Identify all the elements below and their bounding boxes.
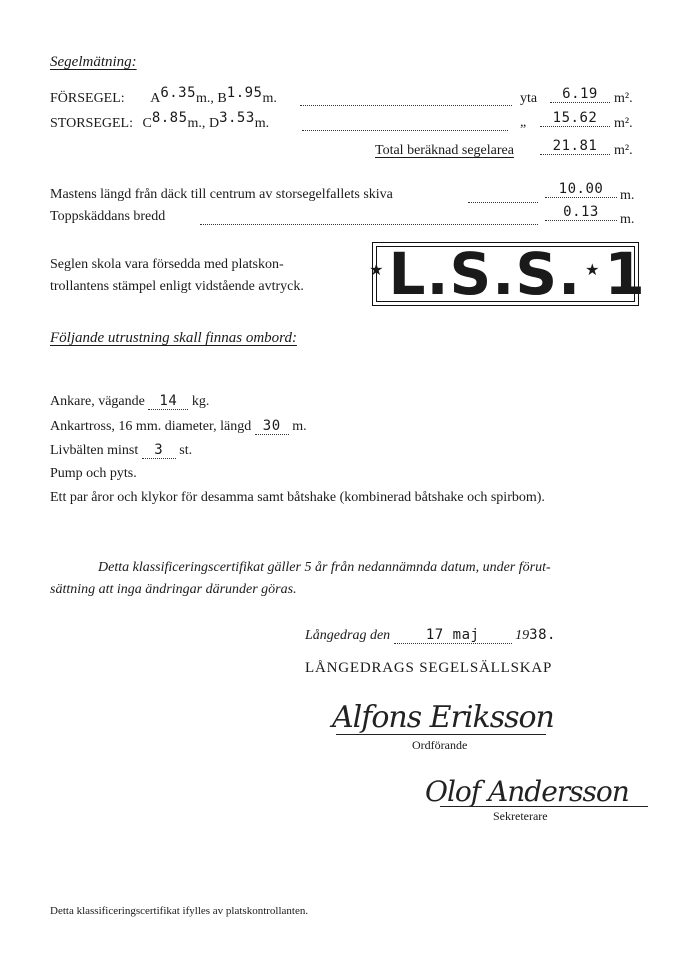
foresail-a-value: 6.35 <box>160 85 197 101</box>
lifejackets-label: Livbälten minst <box>50 443 139 458</box>
pump-line: Pump och pyts. <box>50 466 137 481</box>
mainsail-d-prefix: D <box>208 116 220 131</box>
foresail-leader-dots <box>300 104 512 106</box>
secretary-signature: Olof Andersson <box>425 775 629 808</box>
foresail-area-label: yta <box>520 91 538 106</box>
foresail-label: FÖRSEGEL: <box>50 91 125 106</box>
star-icon: ★ <box>369 260 385 279</box>
mast-length-value: 10.00 <box>545 181 617 198</box>
lifejackets-unit: st. <box>179 443 193 458</box>
mainsail-d-unit: m. <box>254 116 270 131</box>
stamp-note-line2: trollantens stämpel enligt vidstående avtryck. <box>50 279 304 294</box>
anchor-rope-value: 30 <box>255 418 289 435</box>
foresail-a-unit: m., <box>196 91 214 106</box>
anchor-rope-unit: m. <box>292 419 307 434</box>
lifejackets-row <box>50 442 192 459</box>
date-row <box>305 627 556 644</box>
mainsail-d-value: 3.53 <box>219 110 255 126</box>
secretary-title: Sekreterare <box>493 809 548 823</box>
chair-signature: Alfons Eriksson <box>332 700 554 735</box>
mainsail-area-value: 15.62 <box>540 110 610 127</box>
sail-measurement-heading: Segelmätning: <box>50 54 137 70</box>
mainsail-label: STORSEGEL: <box>50 116 133 131</box>
total-area-value: 21.81 <box>540 138 610 155</box>
club-name: LÅNGEDRAGS SEGELSÄLLSKAP <box>305 660 553 676</box>
date-year-prefix: 19 <box>515 628 530 643</box>
foresail-b-prefix: B <box>217 91 227 106</box>
foresail-row <box>50 85 277 107</box>
foresail-area-value: 6.19 <box>550 86 610 103</box>
topsail-width-label: Toppskäddans bredd <box>50 209 166 224</box>
mainsail-c-value: 8.85 <box>151 110 188 126</box>
star-icon: ★ <box>585 260 601 279</box>
anchor-row <box>50 393 209 410</box>
secretary-signature-line <box>440 806 648 807</box>
mainsail-row <box>50 110 270 132</box>
total-area-label: Total beräknad segelarea <box>375 143 514 158</box>
foresail-b-unit: m. <box>262 91 277 106</box>
date-year-suffix: 38. <box>529 627 556 643</box>
foresail-area-unit: m². <box>614 91 633 106</box>
mast-length-label: Mastens längd från däck till centrum av storsegelfallets skiva <box>50 187 393 202</box>
mainsail-c-unit: m., <box>187 116 206 131</box>
mainsail-quote: „ <box>520 115 527 130</box>
foresail-a-prefix: A <box>150 91 161 106</box>
lifejackets-value: 3 <box>142 442 176 459</box>
mainsail-area-unit: m². <box>614 116 633 131</box>
equipment-heading: Följande utrustning skall finnas ombord: <box>50 330 297 346</box>
date-place: Långedrag den <box>305 628 391 643</box>
mainsail-c-prefix: C <box>142 116 152 131</box>
total-area-unit: m². <box>614 143 633 158</box>
chair-signature-line <box>336 734 546 735</box>
oars-line: Ett par åror och klykor för desamma samt båtshake (kombinerad båtshake och spirbom). <box>50 490 545 505</box>
anchor-unit: kg. <box>191 394 210 409</box>
validity-line1: Detta klassificeringscertifikat gäller 5 år från nedannämnda datum, under förut- <box>98 560 551 575</box>
topsail-width-value: 0.13 <box>545 204 617 221</box>
date-day-month: 17 maj <box>394 627 512 644</box>
mast-length-unit: m. <box>620 188 635 203</box>
footer-note: Detta klassificeringscertifikat ifylles av platskontrollanten. <box>50 905 309 917</box>
anchor-value: 14 <box>148 393 188 410</box>
mast-leader-dots <box>468 201 538 203</box>
topsail-leader-dots <box>200 223 538 225</box>
stamp-note-line1: Seglen skola vara försedda med platskon- <box>50 257 284 272</box>
topsail-width-unit: m. <box>620 212 635 227</box>
stamp-number: 1 <box>604 240 646 308</box>
anchor-rope-row <box>50 418 307 435</box>
lss-stamp-impression <box>369 240 646 308</box>
chair-title: Ordförande <box>412 738 468 752</box>
mainsail-leader-dots <box>302 129 508 131</box>
validity-line2: sättning att inga ändringar därunder göras. <box>50 582 297 597</box>
foresail-b-value: 1.95 <box>226 85 263 101</box>
stamp-text: L.S.S. <box>388 240 582 308</box>
anchor-label: Ankare, vägande <box>50 394 145 409</box>
anchor-rope-label: Ankartross, 16 mm. diameter, längd <box>50 419 252 434</box>
